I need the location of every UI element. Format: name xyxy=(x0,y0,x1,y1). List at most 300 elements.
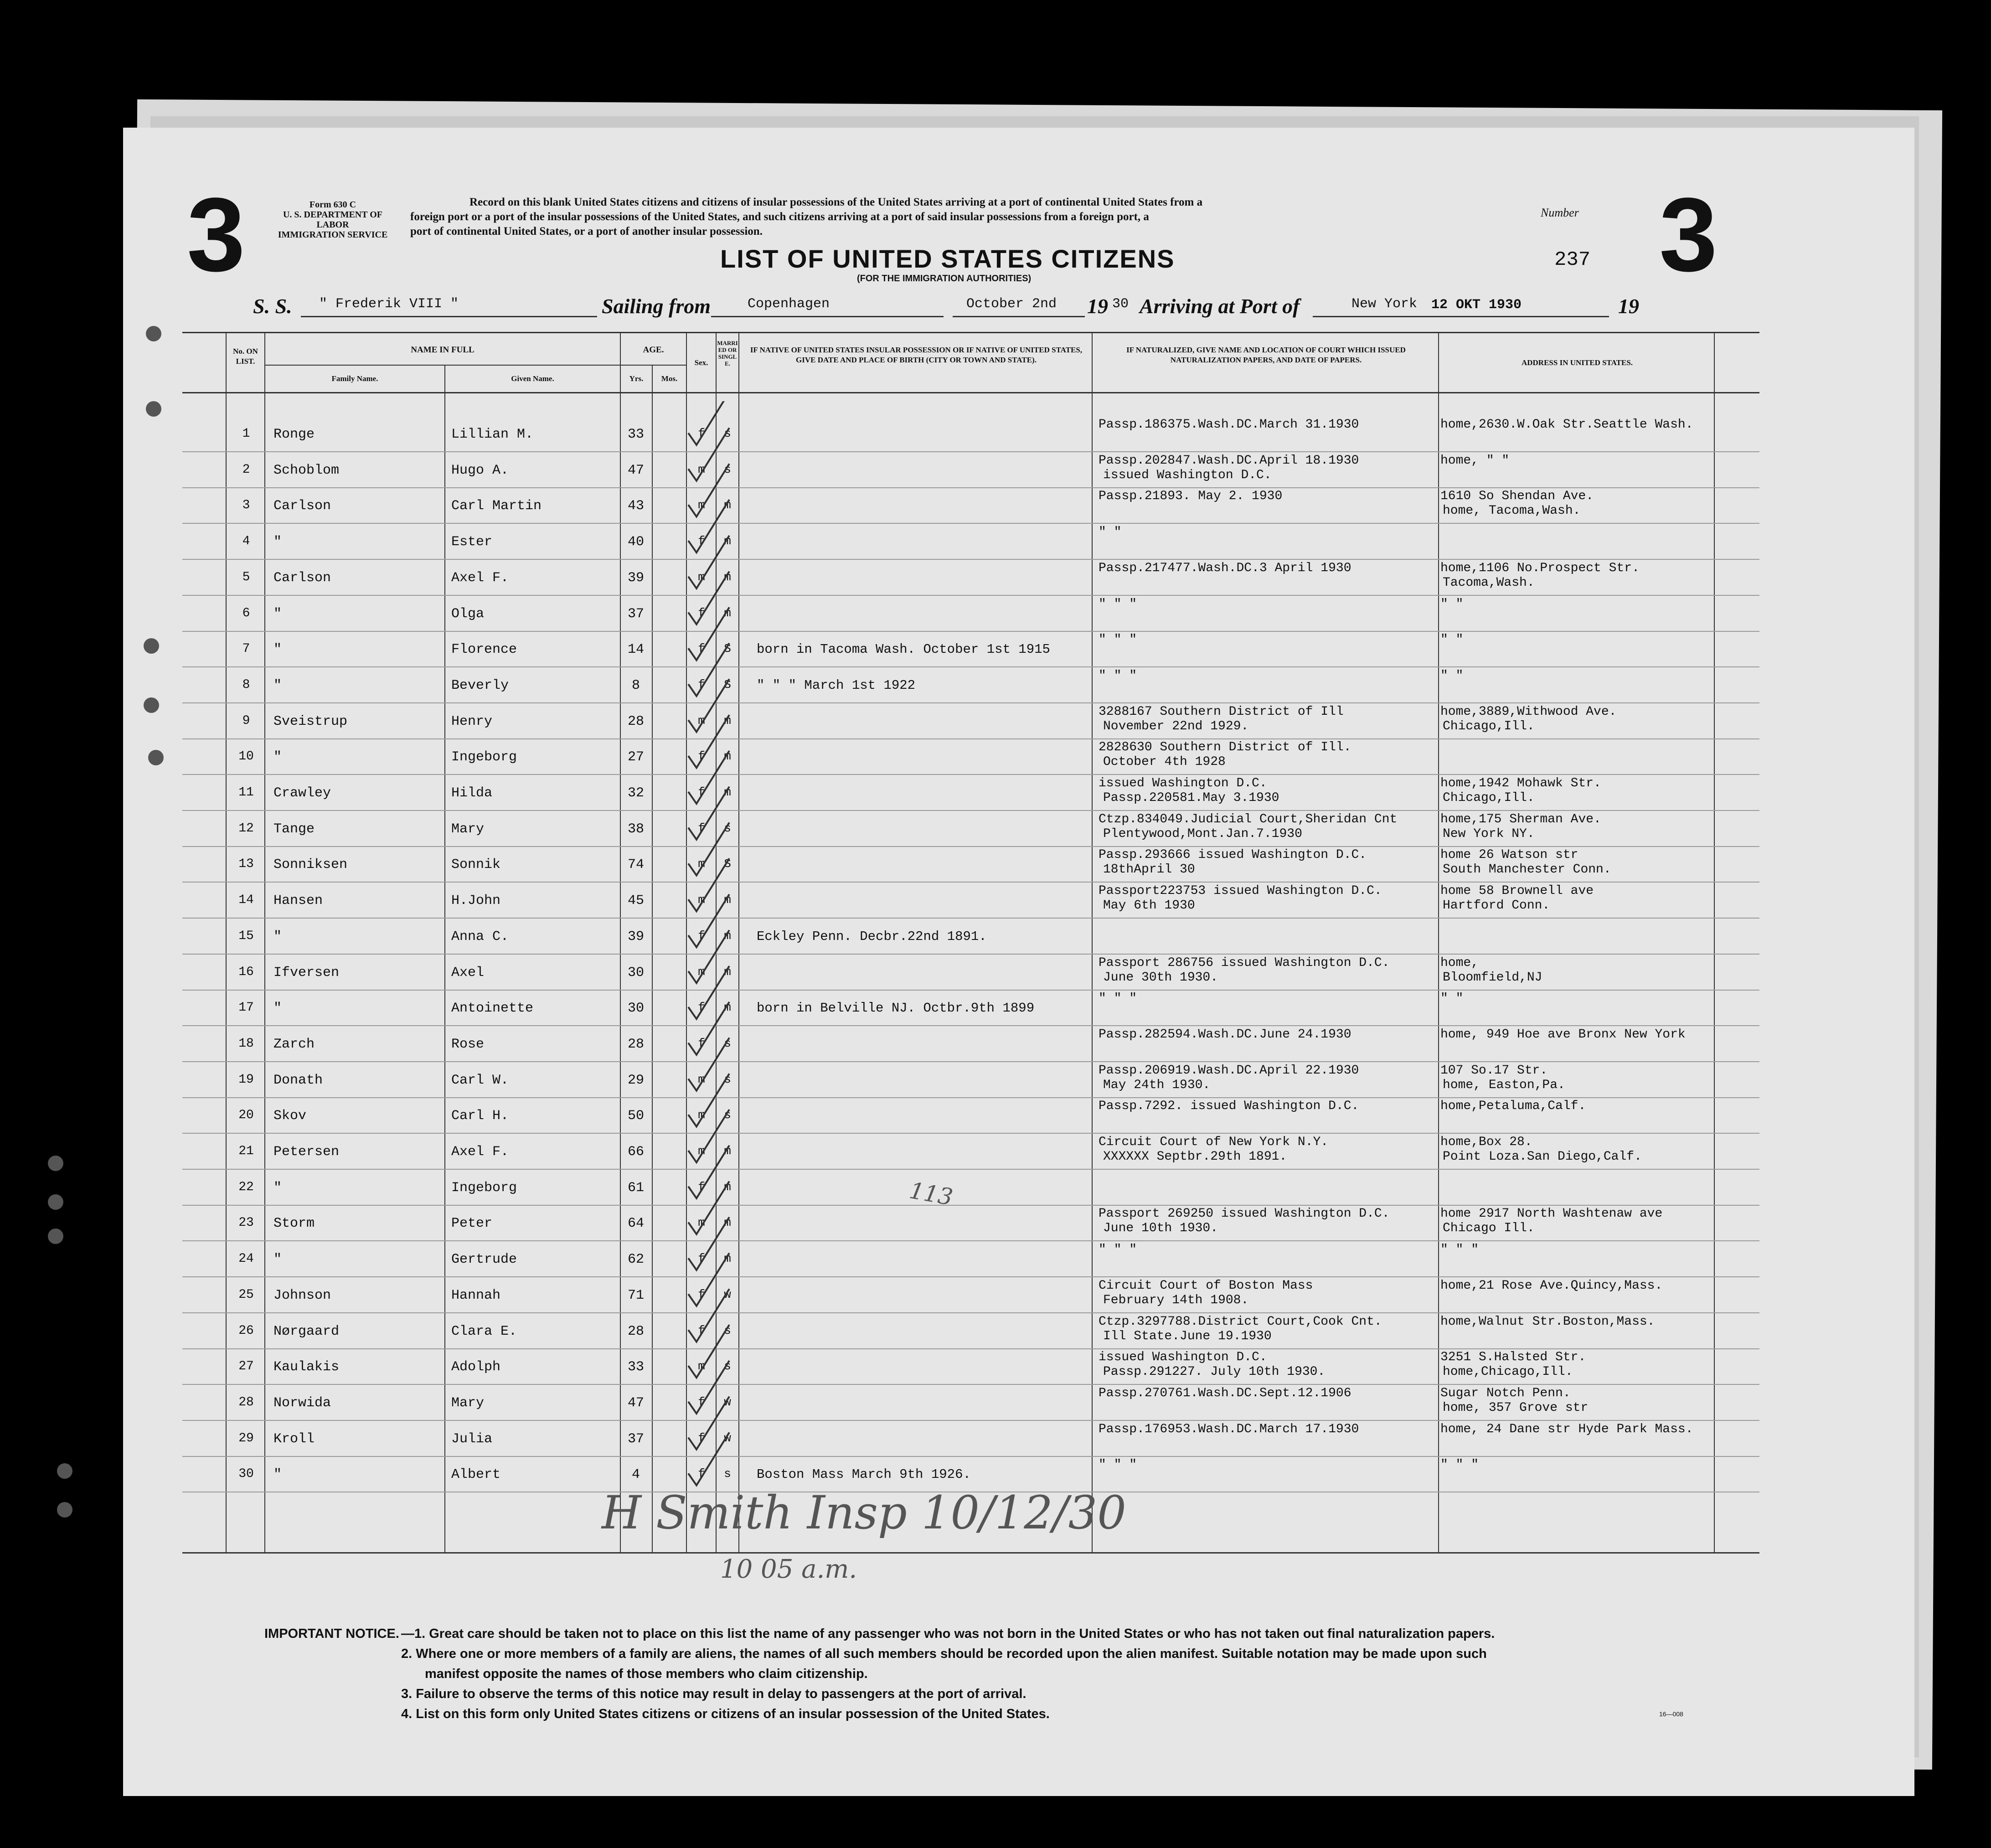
birth-details: born in Tacoma Wash. October 1st 1915 xyxy=(757,642,1050,657)
row-rule xyxy=(182,774,1759,775)
address-line-2: home,Chicago,Ill. xyxy=(1443,1365,1573,1379)
given-name: Beverly xyxy=(451,678,509,693)
given-name: Ingeborg xyxy=(451,749,517,765)
col-header-mos: Mos. xyxy=(661,374,678,383)
row-rule xyxy=(182,1312,1759,1313)
sailing-date: October 2nd xyxy=(966,296,1057,312)
sex: m xyxy=(698,498,705,512)
marital-status: m xyxy=(724,1001,731,1014)
birth-details: " " " March 1st 1922 xyxy=(757,678,916,693)
naturalization-line-1: Passp.282594.Wash.DC.June 24.1930 xyxy=(1099,1027,1351,1042)
naturalization-line-1: Passport223753 issued Washington D.C. xyxy=(1099,884,1382,898)
family-name: Ifversen xyxy=(273,965,340,981)
notice-item: manifest opposite the names of those members who claim citizenship. xyxy=(425,1667,868,1681)
address-line-1: " " xyxy=(1440,669,1464,683)
year-prefix: 19 xyxy=(1087,294,1108,318)
sailing-from: Copenhagen xyxy=(748,296,830,312)
age-years: 33 xyxy=(627,427,644,442)
check-marks xyxy=(643,401,748,1541)
address-line-1: " " " xyxy=(1440,1458,1479,1472)
row-rule xyxy=(182,990,1759,991)
naturalization-line-1: issued Washington D.C. xyxy=(1099,1350,1267,1364)
col-header-no: No. ON LIST. xyxy=(233,347,258,366)
row-number: 20 xyxy=(238,1108,254,1122)
sex: f xyxy=(698,1288,705,1301)
address-line-1: home,Box 28. xyxy=(1440,1135,1532,1149)
family-name: " xyxy=(273,1467,282,1482)
rule xyxy=(620,365,686,366)
naturalization-line-1: Passp.270761.Wash.DC.Sept.12.1906 xyxy=(1099,1386,1351,1400)
row-number: 1 xyxy=(242,427,250,441)
row-rule xyxy=(182,954,1759,955)
sex: f xyxy=(698,1324,705,1337)
marital-status: m xyxy=(724,498,731,512)
age-years: 28 xyxy=(627,1324,644,1339)
address-line-1: 3251 S.Halsted Str. xyxy=(1440,1350,1586,1364)
address-line-1: home,1942 Mohawk Str. xyxy=(1440,776,1601,790)
page-subtitle: (FOR THE IMMIGRATION AUTHORITIES) xyxy=(857,274,1032,284)
sex: f xyxy=(698,821,705,835)
sex: f xyxy=(698,929,705,943)
age-years: 4 xyxy=(631,1467,640,1482)
marital-status: s xyxy=(724,1359,731,1373)
service-name: IMMIGRATION SERVICE xyxy=(278,230,388,240)
marital-status: m xyxy=(724,929,731,943)
row-rule xyxy=(182,1456,1759,1457)
row-number: 6 xyxy=(242,606,250,620)
family-name: Kroll xyxy=(273,1431,315,1447)
marital-status: m xyxy=(724,785,731,799)
age-years: 38 xyxy=(627,821,644,837)
marital-status: m xyxy=(724,1216,731,1229)
row-number: 18 xyxy=(238,1037,254,1051)
marital-status: m xyxy=(724,749,731,763)
address-line-1: home,Petaluma,Calf. xyxy=(1440,1099,1586,1113)
marital-status: s xyxy=(724,821,731,835)
address-line-1: home, 949 Hoe ave Bronx New York xyxy=(1440,1027,1686,1042)
naturalization-line-1: 2828630 Southern District of Ill. xyxy=(1099,740,1351,754)
sex: f xyxy=(698,749,705,763)
row-rule xyxy=(182,1061,1759,1062)
marital-status: s xyxy=(724,427,731,440)
age-years: 30 xyxy=(627,965,644,981)
row-number: 29 xyxy=(238,1431,254,1445)
punch-hole xyxy=(146,326,161,341)
given-name: Florence xyxy=(451,642,517,657)
family-name: " xyxy=(273,749,282,765)
sex: m xyxy=(698,1359,705,1373)
age-years: 66 xyxy=(627,1144,644,1160)
col-header-yrs: Yrs. xyxy=(629,374,644,383)
age-years: 28 xyxy=(627,714,644,729)
row-number: 4 xyxy=(242,534,250,548)
marital-status: s xyxy=(724,1073,731,1086)
given-name: Sonnik xyxy=(451,857,501,872)
address-line-2: Chicago Ill. xyxy=(1443,1221,1535,1235)
notice-item: —1. Great care should be taken not to place on this list the name of any passenger who was not born in the United States or who has not taken out final naturalization papers. xyxy=(401,1626,1495,1641)
sex: f xyxy=(698,1037,705,1050)
sex: f xyxy=(698,1431,705,1445)
row-number: 26 xyxy=(238,1324,254,1338)
naturalization-line-1: " " " xyxy=(1099,1243,1137,1257)
marital-status: m xyxy=(724,606,731,620)
address-line-1: Sugar Notch Penn. xyxy=(1440,1386,1571,1400)
naturalization-line-2: October 4th 1928 xyxy=(1103,755,1226,769)
sex: m xyxy=(698,714,705,728)
sex: f xyxy=(698,785,705,799)
given-name: Henry xyxy=(451,714,493,729)
row-rule xyxy=(182,631,1759,632)
rule xyxy=(711,316,944,317)
family-name: " xyxy=(273,1001,282,1016)
inspector-signature: H Smith Insp 10/12/30 xyxy=(602,1486,1126,1539)
marital-status: S xyxy=(724,642,731,656)
age-years: 43 xyxy=(627,498,644,514)
row-rule xyxy=(182,487,1759,488)
marital-status: w xyxy=(724,1288,731,1301)
naturalization-line-1: Passport 286756 issued Washington D.C. xyxy=(1099,956,1390,970)
naturalization-line-2: June 10th 1930. xyxy=(1103,1221,1218,1235)
count-mark: 113 xyxy=(907,1177,955,1211)
row-number: 12 xyxy=(238,821,254,836)
punch-hole xyxy=(48,1229,63,1244)
address-line-1: home,1106 No.Prospect Str. xyxy=(1440,561,1640,575)
punch-hole xyxy=(48,1156,63,1171)
naturalization-line-1: Passp.206919.Wash.DC.April 22.1930 xyxy=(1099,1063,1359,1078)
naturalization-line-2: Ill State.June 19.1930 xyxy=(1103,1329,1272,1343)
sex: m xyxy=(698,570,705,584)
row-number: 5 xyxy=(242,570,250,584)
naturalization-line-1: Circuit Court of New York N.Y. xyxy=(1099,1135,1329,1149)
naturalization-line-2: May 6th 1930 xyxy=(1103,898,1195,913)
naturalization-line-1: Passp.217477.Wash.DC.3 April 1930 xyxy=(1099,561,1351,575)
row-rule xyxy=(182,1240,1759,1241)
naturalization-line-1: " " " xyxy=(1099,669,1137,683)
given-name: Ingeborg xyxy=(451,1180,517,1196)
sheet-number-right: 3 xyxy=(1659,176,1718,293)
sex: f xyxy=(698,642,705,656)
age-years: 47 xyxy=(627,1395,644,1411)
rule xyxy=(1313,316,1609,317)
row-number: 11 xyxy=(238,785,254,800)
given-name: Adolph xyxy=(451,1359,501,1375)
address-line-1: " " xyxy=(1440,633,1464,647)
family-name: " xyxy=(273,642,282,657)
given-name: Hugo A. xyxy=(451,463,509,478)
given-name: Rose xyxy=(451,1037,485,1052)
col-header-name: NAME IN FULL xyxy=(411,345,475,355)
punch-hole xyxy=(144,697,159,713)
row-number: 8 xyxy=(242,678,250,692)
naturalization-line-2: May 24th 1930. xyxy=(1103,1078,1211,1092)
age-years: 40 xyxy=(627,534,644,550)
given-name: Julia xyxy=(451,1431,493,1447)
notice-item: 4. List on this form only United States citizens or citizens of an insular possession of the United States. xyxy=(401,1707,1050,1721)
sex: f xyxy=(698,427,705,440)
address-line-1: home 2917 North Washtenaw ave xyxy=(1440,1207,1663,1221)
given-name: Lillian M. xyxy=(451,427,534,442)
col-rule xyxy=(444,365,445,1552)
marital-status: m xyxy=(724,570,731,584)
sex: f xyxy=(698,1395,705,1409)
family-name: Storm xyxy=(273,1216,315,1231)
punch-hole xyxy=(144,638,159,654)
family-name: Tange xyxy=(273,821,315,837)
sex: f xyxy=(698,534,705,548)
footer-code: 16—008 xyxy=(1659,1710,1683,1718)
birth-details: born in Belville NJ. Octbr.9th 1899 xyxy=(757,1001,1035,1016)
address-line-1: home,Walnut Str.Boston,Mass. xyxy=(1440,1315,1655,1329)
marital-status: m xyxy=(724,1252,731,1265)
col-rule xyxy=(1092,332,1093,1552)
punch-hole xyxy=(48,1194,63,1210)
marital-status: s xyxy=(724,1037,731,1050)
given-name: Hilda xyxy=(451,785,493,801)
row-rule xyxy=(182,1348,1759,1349)
address-line-1: 107 So.17 Str. xyxy=(1440,1063,1548,1078)
marital-status: m xyxy=(724,965,731,979)
address-line-1: home,2630.W.Oak Str.Seattle Wash. xyxy=(1440,418,1693,432)
address-line-2: home, Tacoma,Wash. xyxy=(1443,504,1581,518)
naturalization-line-1: " " " xyxy=(1099,597,1137,611)
family-name: Sonniksen xyxy=(273,857,348,872)
marital-status: m xyxy=(724,1180,731,1194)
naturalization-line-1: 3288167 Southern District of Ill xyxy=(1099,705,1344,719)
row-number: 3 xyxy=(242,498,250,512)
age-years: 28 xyxy=(627,1037,644,1052)
family-name: Ronge xyxy=(273,427,315,442)
naturalization-line-2: November 22nd 1929. xyxy=(1103,719,1249,733)
given-name: Albert xyxy=(451,1467,501,1482)
row-rule xyxy=(182,810,1759,811)
naturalization-line-1: Passp.293666 issued Washington D.C. xyxy=(1099,848,1367,862)
age-years: 8 xyxy=(631,678,640,693)
sex: m xyxy=(698,1108,705,1122)
row-number: 21 xyxy=(238,1144,254,1158)
naturalization-line-1: issued Washington D.C. xyxy=(1099,776,1267,790)
naturalization-line-2: Passp.220581.May 3.1930 xyxy=(1103,791,1279,805)
given-name: Antoinette xyxy=(451,1001,534,1016)
row-number: 14 xyxy=(238,893,254,907)
age-years: 62 xyxy=(627,1252,644,1267)
naturalization-line-1: Ctzp.3297788.District Court,Cook Cnt. xyxy=(1099,1315,1382,1329)
row-rule xyxy=(182,1205,1759,1206)
age-years: 39 xyxy=(627,570,644,586)
col-rule xyxy=(264,332,265,1552)
punch-hole xyxy=(148,750,164,765)
marital-status: m xyxy=(724,714,731,728)
sex: f xyxy=(698,1252,705,1265)
age-years: 33 xyxy=(627,1359,644,1375)
marital-status: S xyxy=(724,857,731,871)
naturalization-line-1: " " " xyxy=(1099,1458,1137,1472)
family-name: " xyxy=(273,1180,282,1196)
arriving-label: Arriving at Port of xyxy=(1140,294,1300,318)
naturalization-line-1: Passp.21893. May 2. 1930 xyxy=(1099,489,1283,503)
age-years: 74 xyxy=(627,857,644,872)
family-name: Carlson xyxy=(273,498,331,514)
address-line-1: 1610 So Shendan Ave. xyxy=(1440,489,1594,503)
address-line-1: home,21 Rose Ave.Quincy,Mass. xyxy=(1440,1279,1663,1293)
address-line-2: Hartford Conn. xyxy=(1443,898,1550,913)
row-number: 17 xyxy=(238,1001,254,1015)
col-header-native: IF NATIVE OF UNITED STATES INSULAR POSSESSION OR IF NATIVE OF UNITED STATES, GIVE DATE AND PLACE OF BIRTH (CITY OR TOWN AND STATE). xyxy=(750,346,1083,364)
family-name: " xyxy=(273,1252,282,1267)
arrival-date-stamp: 12 OKT 1930 xyxy=(1431,297,1522,313)
family-name: Kaulakis xyxy=(273,1359,340,1375)
sex: f xyxy=(698,1467,705,1481)
row-rule xyxy=(182,559,1759,560)
punch-hole xyxy=(57,1502,72,1518)
sex: f xyxy=(698,1001,705,1014)
family-name: Zarch xyxy=(273,1037,315,1052)
family-name: Schoblom xyxy=(273,463,340,478)
naturalization-line-1: " " " xyxy=(1099,633,1137,647)
address-line-1: home, xyxy=(1440,956,1479,970)
row-rule xyxy=(182,702,1759,703)
naturalization-line-1: Passp.202847.Wash.DC.April 18.1930 xyxy=(1099,454,1359,468)
age-years: 37 xyxy=(627,1431,644,1447)
sex: m xyxy=(698,965,705,979)
naturalization-line-2: June 30th 1930. xyxy=(1103,970,1218,985)
family-name: Carlson xyxy=(273,570,331,586)
given-name: Carl H. xyxy=(451,1108,509,1124)
address-line-1: " " xyxy=(1440,597,1464,611)
row-number: 19 xyxy=(238,1073,254,1087)
sex: m xyxy=(698,1216,705,1229)
family-name: " xyxy=(273,534,282,550)
address-line-2: Chicago,Ill. xyxy=(1443,791,1535,805)
row-number: 9 xyxy=(242,714,250,728)
col-header-family: Family Name. xyxy=(331,374,378,383)
naturalization-line-1: " " " xyxy=(1099,991,1137,1006)
number-label: Number xyxy=(1541,206,1579,219)
row-number: 7 xyxy=(242,642,250,656)
row-rule xyxy=(182,1420,1759,1421)
family-name: Petersen xyxy=(273,1144,340,1160)
page-title: LIST OF UNITED STATES CITIZENS xyxy=(720,244,1175,273)
rule xyxy=(301,316,597,317)
address-line-2: Bloomfield,NJ xyxy=(1443,970,1542,985)
form-id-block xyxy=(273,200,392,240)
sex: m xyxy=(698,893,705,907)
given-name: Carl Martin xyxy=(451,498,542,514)
sex: m xyxy=(698,463,705,476)
address-line-2: New York NY. xyxy=(1443,827,1535,841)
naturalization-line-1: Ctzp.834049.Judicial Court,Sheridan Cnt xyxy=(1099,812,1398,826)
given-name: Axel F. xyxy=(451,1144,509,1160)
naturalization-line-1: " " xyxy=(1099,525,1122,539)
col-rule xyxy=(1438,332,1439,1552)
address-line-2: Point Loza.San Diego,Calf. xyxy=(1443,1150,1642,1164)
marital-status: S xyxy=(724,678,731,692)
marital-status: s xyxy=(724,1324,731,1337)
family-name: " xyxy=(273,929,282,945)
row-number: 23 xyxy=(238,1216,254,1230)
marital-status: s xyxy=(724,1467,731,1481)
given-name: Mary xyxy=(451,1395,485,1411)
row-number: 24 xyxy=(238,1252,254,1266)
col-rule xyxy=(1714,332,1715,1552)
table-top-rule xyxy=(182,332,1759,333)
year-suffix: 30 xyxy=(1112,296,1129,312)
address-line-1: home 58 Brownell ave xyxy=(1440,884,1594,898)
arrival-year-prefix: 19 xyxy=(1618,294,1639,318)
row-rule xyxy=(182,451,1759,452)
row-rule xyxy=(182,1276,1759,1277)
address-line-2: home, 357 Grove str xyxy=(1443,1401,1589,1415)
birth-details: Boston Mass March 9th 1926. xyxy=(757,1467,971,1482)
instruction-line: foreign port or a port of the insular possessions of the United States, and such citizens arriving at a port of said insular possessions from a foreign port, a xyxy=(410,211,1149,223)
form-number: Form 630 C xyxy=(309,200,356,210)
row-number: 27 xyxy=(238,1359,254,1373)
row-rule xyxy=(182,666,1759,667)
age-years: 61 xyxy=(627,1180,644,1196)
sex: m xyxy=(698,1144,705,1158)
notice-item: 3. Failure to observe the terms of this notice may result in delay to passengers at the port of arrival. xyxy=(401,1687,1026,1701)
sex: f xyxy=(698,678,705,692)
instruction-line: Record on this blank United States citizens and citizens of insular possessions of the United States arriving at a port of continental United States from a xyxy=(469,196,1203,208)
naturalization-line-1: Passp.186375.Wash.DC.March 31.1930 xyxy=(1099,418,1359,432)
naturalization-line-1: Passport 269250 issued Washington D.C. xyxy=(1099,1207,1390,1221)
col-header-given: Given Name. xyxy=(511,374,554,383)
age-years: 47 xyxy=(627,463,644,478)
sheet-number-left: 3 xyxy=(187,176,245,293)
punch-hole xyxy=(146,401,161,417)
row-rule xyxy=(182,918,1759,919)
address-line-1: home, " " xyxy=(1440,454,1510,468)
row-rule xyxy=(182,523,1759,524)
marital-status: m xyxy=(724,534,731,548)
family-name: Donath xyxy=(273,1073,323,1088)
naturalization-line-2: 18thApril 30 xyxy=(1103,862,1195,877)
col-rule xyxy=(620,332,621,1552)
ship-name: " Frederik VIII " xyxy=(319,296,459,312)
naturalization-line-2: XXXXXX Septbr.29th 1891. xyxy=(1103,1150,1287,1164)
row-number: 25 xyxy=(238,1288,254,1302)
row-rule xyxy=(182,1097,1759,1098)
row-rule xyxy=(182,595,1759,596)
row-number: 22 xyxy=(238,1180,254,1194)
row-rule xyxy=(182,882,1759,883)
sailing-label: Sailing from xyxy=(602,294,711,318)
col-header-sex: Sex. xyxy=(694,358,708,367)
row-number: 13 xyxy=(238,857,254,871)
age-years: 71 xyxy=(627,1288,644,1303)
given-name: Mary xyxy=(451,821,485,837)
marital-status: w xyxy=(724,1431,731,1445)
naturalization-line-2: Plentywood,Mont.Jan.7.1930 xyxy=(1103,827,1302,841)
col-rule xyxy=(226,332,227,1552)
row-rule xyxy=(182,846,1759,847)
given-name: Axel xyxy=(451,965,485,981)
row-number: 16 xyxy=(238,965,254,979)
age-years: 39 xyxy=(627,929,644,945)
naturalization-line-2: February 14th 1908. xyxy=(1103,1293,1249,1307)
record-instructions xyxy=(410,195,1495,239)
address-line-2: Tacoma,Wash. xyxy=(1443,576,1535,590)
time-note: 10 05 a.m. xyxy=(720,1554,857,1584)
given-name: Axel F. xyxy=(451,570,509,586)
address-line-2: South Manchester Conn. xyxy=(1443,862,1611,877)
given-name: H.John xyxy=(451,893,501,909)
age-years: 27 xyxy=(627,749,644,765)
notice-item: 2. Where one or more members of a family are aliens, the names of all such members should be recorded upon the alien manifest. Suitable notation may be made upon such xyxy=(401,1647,1487,1661)
age-years: 29 xyxy=(627,1073,644,1088)
sex: f xyxy=(698,1180,705,1194)
list-number: 237 xyxy=(1554,248,1591,271)
department-name: U. S. DEPARTMENT OF LABOR xyxy=(283,210,383,230)
